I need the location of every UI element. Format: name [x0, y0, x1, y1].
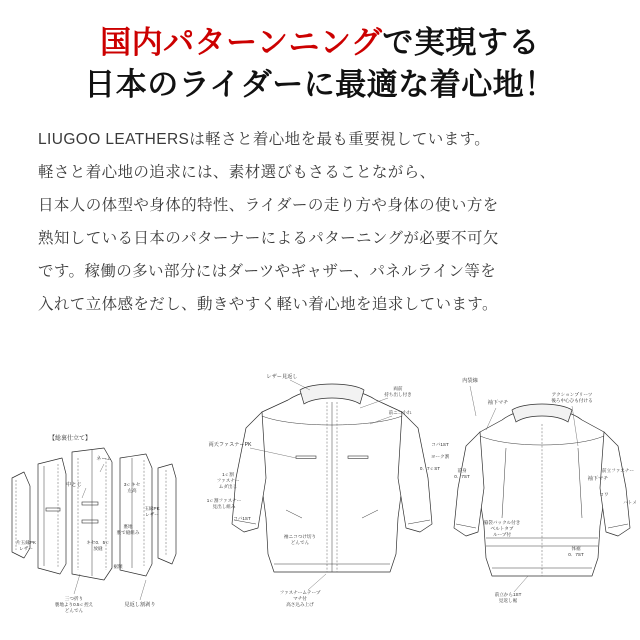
diagram-back-jacket — [454, 376, 637, 604]
headline-line-1-rest: で実現する — [382, 25, 540, 60]
right-label: 後ろ中心ひも付ける — [551, 398, 593, 403]
left-label: レザー — [19, 546, 33, 551]
headline-block — [0, 0, 640, 110]
center-label: コバ1ST — [233, 516, 251, 521]
center-label: 高さ込み上げ — [286, 602, 314, 607]
center-label: レザー見返し — [266, 374, 298, 380]
left-label: 裏地 — [123, 524, 133, 529]
headline-line-1 — [18, 22, 622, 64]
left-label: レザー — [145, 512, 159, 517]
right-label: 0．7ST — [568, 552, 584, 557]
left-label: 裏で縫組み — [116, 530, 140, 535]
right-label: アクションプリーツ — [551, 392, 593, 397]
body-line: 熟知している日本のパターナーによるパターニングが必要不可欠 — [38, 229, 499, 247]
center-label: ファスナームテープ — [279, 590, 321, 595]
center-label: どんでん — [290, 540, 310, 545]
right-label: 袖下マチ — [587, 476, 609, 482]
center-label: 0．7ｃST — [419, 466, 441, 471]
panel-title: 【総裏仕立て】 — [48, 436, 92, 442]
body-line: です。稼働の多い部分にはダーツやギャザー、パネルライン等を — [38, 262, 497, 280]
center-label: ムダ出し — [218, 484, 238, 489]
right-label: 体裾 — [571, 546, 581, 551]
left-label: 左高 — [127, 488, 137, 493]
center-label: 1ｃ割ファスナー — [206, 498, 242, 503]
left-label: 裾額 — [113, 564, 123, 569]
right-label: 前立ファスナー — [602, 468, 634, 473]
right-label: 内袋線 — [462, 378, 478, 384]
left-label: 3ｃキセ — [123, 482, 141, 487]
center-label: 見出し組み — [212, 504, 236, 509]
body-line: 軽さと着心地の追求には、素材選びもさることながら、 — [38, 164, 436, 182]
left-label: 中とじ — [66, 482, 82, 488]
body-line: 入れて立体感をだし、動きやすく軽い着心地を追求しています。 — [38, 295, 498, 313]
technical-drawing — [0, 368, 640, 640]
diagram-left-panel — [12, 434, 176, 613]
center-label: コバ1ST — [431, 442, 449, 447]
center-label: マチ付 — [293, 596, 307, 601]
left-label: キセ0．5ｃ — [86, 540, 110, 545]
right-label: 0．7ST — [454, 474, 470, 479]
right-label: ループ付 — [492, 532, 512, 537]
right-label: 脇袋バックル付き — [483, 520, 521, 525]
center-label: 前ニコ小れ — [388, 410, 412, 415]
right-label: 見返し裾 — [498, 598, 518, 603]
right-label: ハトメ — [623, 500, 637, 505]
center-label: 袖ニコつけ切り — [283, 534, 317, 539]
left-label: 放縫 — [93, 546, 103, 551]
center-label: ヨーク割 — [430, 454, 450, 459]
center-label: 両天ファスナーPK — [208, 442, 252, 448]
left-label: 片玉縁PK — [16, 540, 36, 545]
right-label: 袖下マチ — [487, 400, 509, 406]
body-copy — [0, 110, 640, 321]
right-label: ロワ — [599, 492, 609, 497]
left-label: 裏地より0.5ｃ控え — [54, 602, 94, 607]
headline-line-2: 日本のライダーに最適な着心地！ — [84, 67, 556, 103]
right-label: 前身 — [457, 468, 467, 473]
right-label: 前立から1ST — [494, 592, 522, 597]
center-label: ファスナー — [216, 478, 240, 483]
left-label: ネーム — [96, 456, 112, 462]
body-line: 日本人の体型や身体的特性、ライダーの走り方や身体の使い方を — [38, 197, 499, 215]
body-line: LIUGOO LEATHERSは軽さと着心地を最も重要視しています。 — [38, 131, 491, 149]
diagram-front-jacket — [207, 372, 450, 608]
center-label: 持ち出し付き — [384, 392, 412, 397]
headline-emphasis: 国内パターンニング — [100, 25, 383, 60]
center-label: 1ｃ割 — [222, 472, 234, 477]
left-label: 三つ折り — [64, 596, 84, 601]
left-label: どんでん — [64, 608, 84, 613]
left-label: 玉縁PK — [144, 506, 160, 511]
center-label: 両前 — [393, 386, 403, 391]
left-label: 見返し割剥り — [124, 602, 156, 608]
right-label: ベルトタブ — [490, 526, 514, 531]
